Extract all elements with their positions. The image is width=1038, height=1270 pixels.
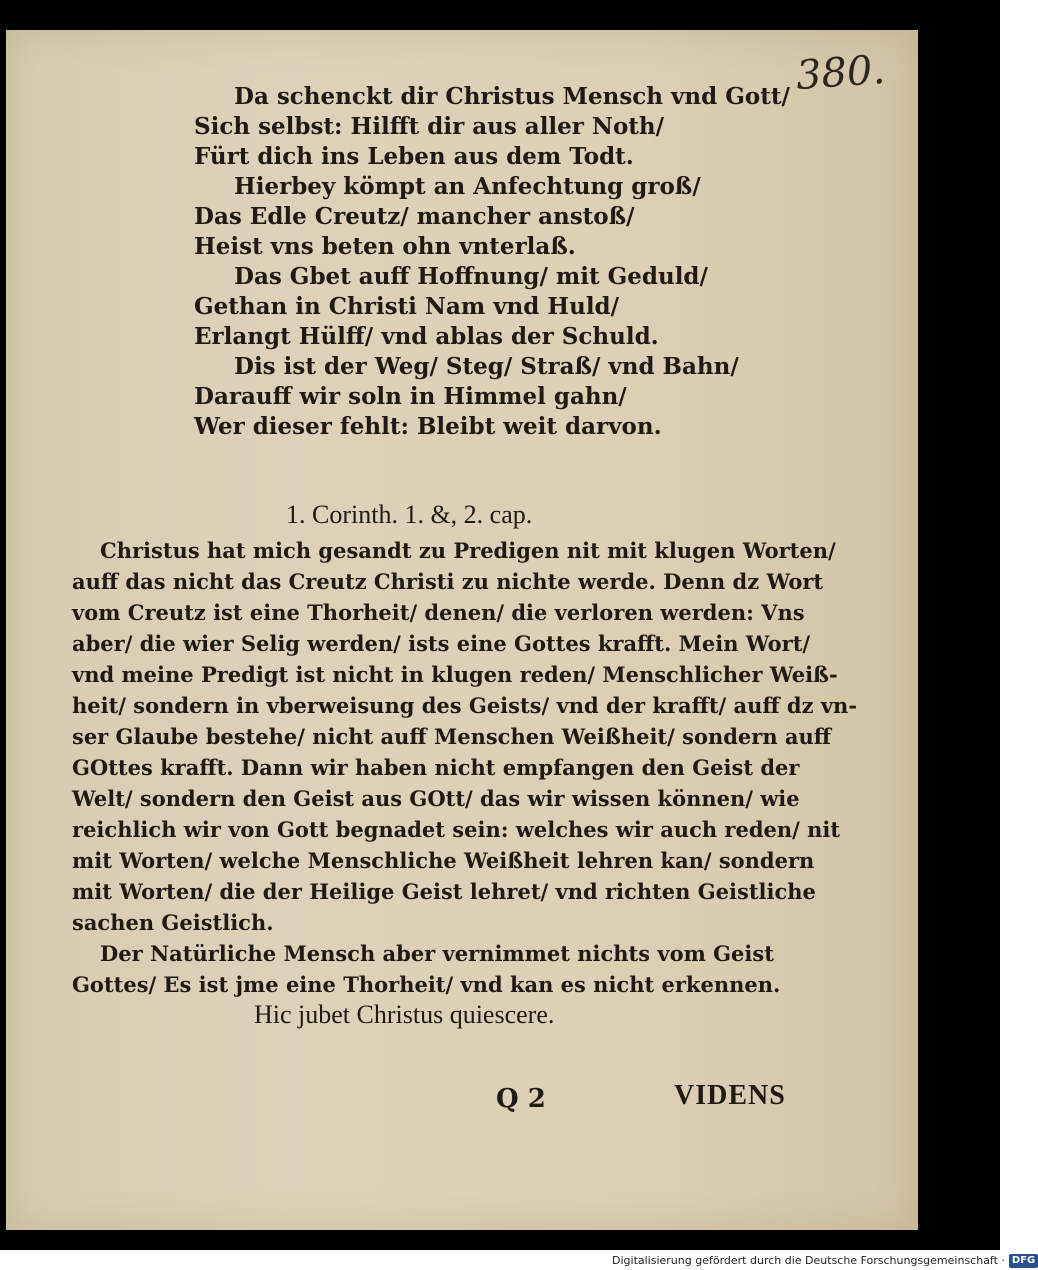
passage-line: heit/ sondern in vberweisung des Geists/ vnd der krafft/ auff dz vn-: [72, 693, 858, 718]
poem-stanzas: [182, 82, 802, 442]
book-page: [6, 30, 918, 1230]
handwritten-page-number: 380.: [794, 46, 887, 100]
poem-line: Heist vns beten ohn vnterlaß.: [194, 233, 576, 260]
passage-line: mit Worten/ die der Heilige Geist lehret/ vnd richten Geistliche: [72, 879, 816, 904]
passage-line: GOttes krafft. Dann wir haben nicht empfangen den Geist der: [72, 755, 800, 780]
passage-line: vnd meine Predigt ist nicht in klugen reden/ Menschlicher Weiß-: [72, 662, 838, 687]
dfg-logo-icon: DFG: [1009, 1254, 1038, 1268]
passage-line: aber/ die wier Selig werden/ ists eine Gottes krafft. Mein Wort/: [72, 631, 811, 656]
poem-line: Dis ist der Weg/ Steg/ Straß/ vnd Bahn/: [234, 353, 739, 380]
poem-line: Sich selbst: Hilfft dir aus aller Noth/: [194, 113, 665, 140]
catchword: VIDENS: [674, 1080, 786, 1111]
printer-signature-mark: Q 2: [496, 1084, 546, 1114]
passage-line: Gottes/ Es ist jme eine Thorheit/ vnd kan es nicht erkennen.: [72, 972, 781, 997]
passage-line: mit Worten/ welche Menschliche Weißheit lehren kan/ sondern: [72, 848, 815, 873]
funding-note-text: Digitalisierung gefördert durch die Deutsche Forschungsgemeinschaft ·: [612, 1254, 1005, 1267]
passage-line: sachen Geistlich.: [72, 910, 274, 935]
digitization-funding-note: [612, 1252, 1038, 1270]
passage-line: Der Natürliche Mensch aber vernimmet nichts vom Geist: [100, 941, 774, 966]
passage-line: vom Creutz ist eine Thorheit/ denen/ die verloren werden: Vns: [72, 600, 805, 625]
poem-line: Da schenckt dir Christus Mensch vnd Gott/: [234, 83, 790, 110]
passage-line: reichlich wir von Gott begnadet sein: welches wir auch reden/ nit: [72, 817, 841, 842]
poem-line: Hierbey kömpt an Anfechtung groß/: [234, 173, 701, 200]
scripture-passage: [72, 535, 858, 1000]
passage-line: auff das nicht das Creutz Christi zu nichte werde. Denn dz Wort: [72, 569, 824, 594]
poem-line: Das Gbet auff Hoffnung/ mit Geduld/: [234, 263, 708, 290]
poem-line: Fürt dich ins Leben aus dem Todt.: [194, 143, 634, 170]
passage-line: ser Glaube bestehe/ nicht auff Menschen Weißheit/ sondern auff: [72, 724, 832, 749]
poem-line: Erlangt Hülff/ vnd ablas der Schuld.: [194, 323, 659, 350]
passage-line: Christus hat mich gesandt zu Predigen nit mit klugen Worten/: [100, 538, 836, 563]
closing-latin-line: Hic jubet Christus quiescere.: [254, 1000, 555, 1029]
poem-line: Wer dieser fehlt: Bleibt weit darvon.: [194, 413, 662, 440]
passage-line: Welt/ sondern den Geist aus GOtt/ das wir wissen können/ wie: [72, 786, 800, 811]
poem-line: Das Edle Creutz/ mancher anstoß/: [194, 203, 635, 230]
poem-line: Darauff wir soln in Himmel gahn/: [194, 383, 627, 410]
scripture-heading: 1. Corinth. 1. &, 2. cap.: [286, 500, 533, 529]
poem-line: Gethan in Christi Nam vnd Huld/: [194, 293, 620, 320]
